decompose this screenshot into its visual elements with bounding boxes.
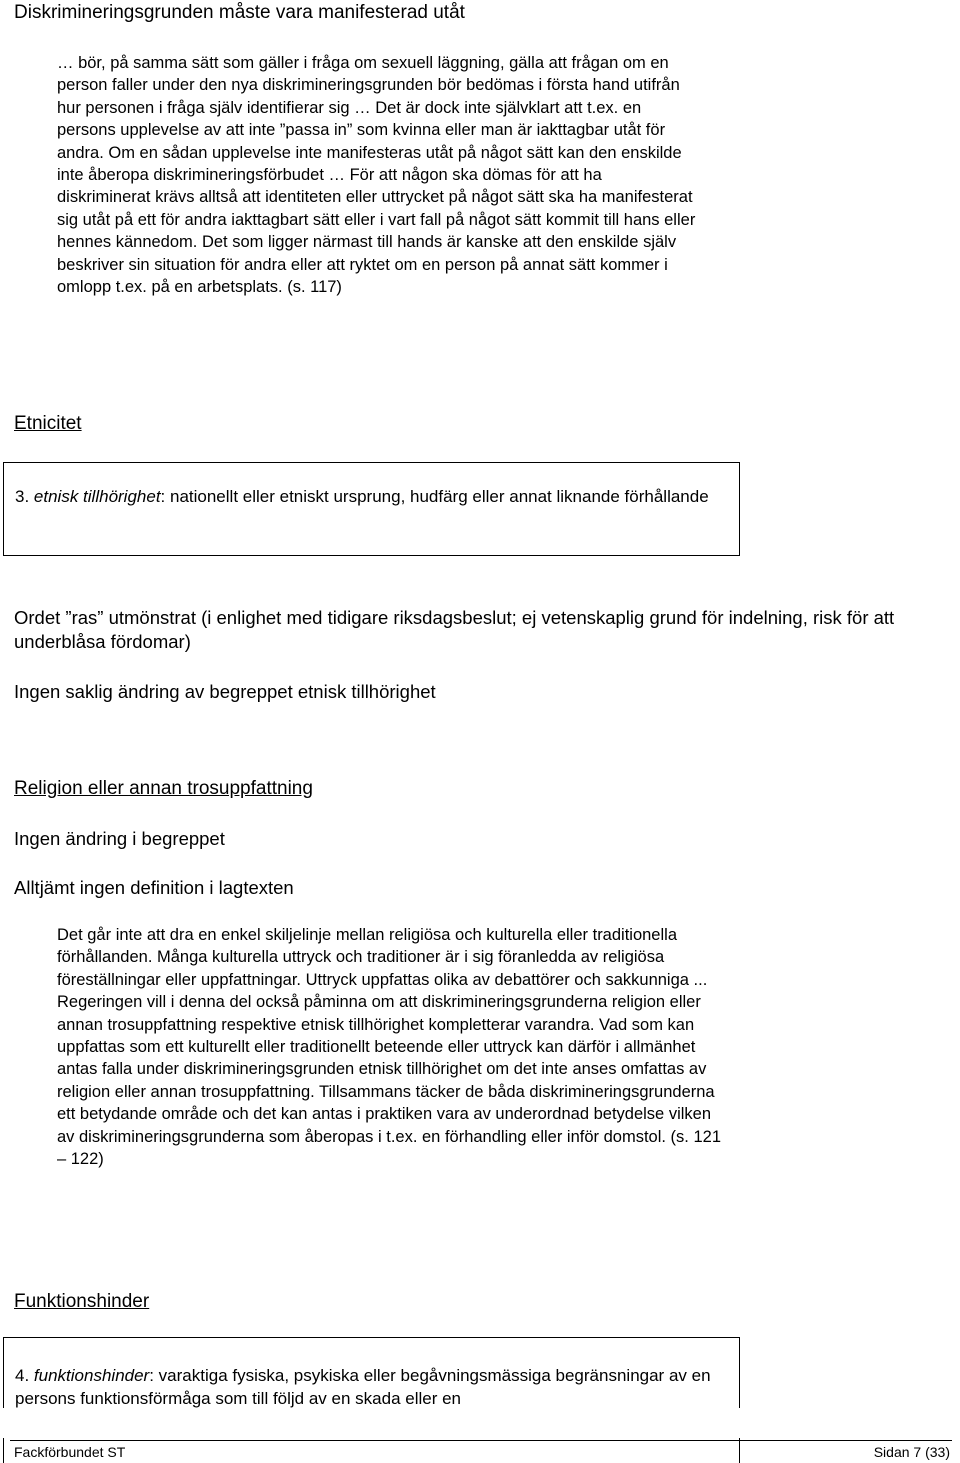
definition-number: 3. — [15, 487, 30, 506]
definition-body: : nationellt eller etniskt ursprung, hudfärg eller annat liknande förhållande — [160, 487, 709, 506]
definition-number: 4. — [15, 1366, 30, 1385]
definition-text-etnisk — [15, 485, 730, 508]
paragraph-ras: Ordet ”ras” utmönstrat (i enlighet med tidigare riksdagsbeslut; ej vetenskaplig grund för indelning, risk för att underblåsa fördomar) — [14, 607, 895, 652]
quote-manifesterad: … bör, på samma sätt som gäller i fråga om sexuell läggning, gälla att frågan om en person faller under den nya diskrimineringsgrunden bör bedömas i första hand utifrån hur personen i fråga själv identifierar sig … Det är dock inte självklart att t.ex. en persons upplevelse av att inte ”passa in” som kvinna eller man är iakttagbar utåt för andra. Om en sådan upplevelse inte manifesteras utåt på något sätt kan den enskilde inte åberopa diskrimineringsförbudet … För att någon ska dömas för att ha diskriminerat krävs alltså att identiteten eller uttrycket på något sätt ska ha manifesterat sig utåt på ett för andra iakttagbart sätt eller i vart fall på något sätt kommit till hans eller hennes kännedom. Det som ligger närmast till hands är kanske att den enskilde själv beskriver sin situation för andra eller att ryktet om en person på annat sätt kommer i omlopp t.ex. på en arbetsplats. (s. 117) — [57, 54, 696, 297]
footer-organization: Fackförbundet ST — [14, 1444, 126, 1460]
definition-text-funktionshinder — [15, 1364, 730, 1410]
section-heading-manifesterad: Diskrimineringsgrunden måste vara manifesterad utåt — [14, 2, 465, 23]
page-bottom-margin — [0, 1408, 960, 1438]
definition-term: funktionshinder — [33, 1366, 150, 1385]
section-heading-funktionshinder: Funktionshinder — [14, 1291, 150, 1312]
paragraph-alltjamt: Alltjämt ingen definition i lagtexten — [14, 877, 294, 898]
quote-religion: Det går inte att dra en enkel skiljelinje mellan religiösa och kulturella eller traditionella förhållanden. Många kulturella uttryck och traditioner är i sig föranledda av religiösa föreställningar eller uppfattningar. Uttryck uppfattas olika av debattörer och sakkunniga ... Regeringen vill i denna del också påminna om att diskrimineringsgrunderna religion eller annan trosuppfattning respektive etnisk tillhörighet kompletterar varandra. Vad som kan uppfattas som ett kulturellt eller traditionellt beteende eller uttryck kan därför i allmänhet antas falla under diskrimineringsgrunden etnisk tillhörighet om det inte anses omfattas av religion eller annan trosuppfattning. Tillsammans täcker de båda diskrimineringsgrunderna ett betydande område och det kan antas i praktiken vara av underordnad betydelse vilken av diskrimineringsgrunderna som åberopas i t.ex. en förhandling eller inför domstol. (s. 121 – 122) — [57, 926, 722, 1169]
definition-term: etnisk tillhörighet — [33, 487, 161, 506]
paragraph-ingen-andring: Ingen ändring i begreppet — [14, 828, 225, 849]
definition-body: : varaktiga fysiska, psykiska eller begåvningsmässiga begränsningar av en persons funktionsförmåga som till följd av en skada eller en — [15, 1366, 711, 1408]
footer-page-number: Sidan 7 (33) — [873, 1444, 950, 1460]
section-heading-etnicitet: Etnicitet — [14, 413, 82, 434]
footer-divider — [10, 1440, 952, 1441]
section-heading-religion: Religion eller annan trosuppfattning — [14, 778, 313, 799]
paragraph-ingen-saklig: Ingen saklig ändring av begreppet etnisk tillhörighet — [14, 681, 436, 702]
definition-box-etnisk — [3, 462, 740, 556]
